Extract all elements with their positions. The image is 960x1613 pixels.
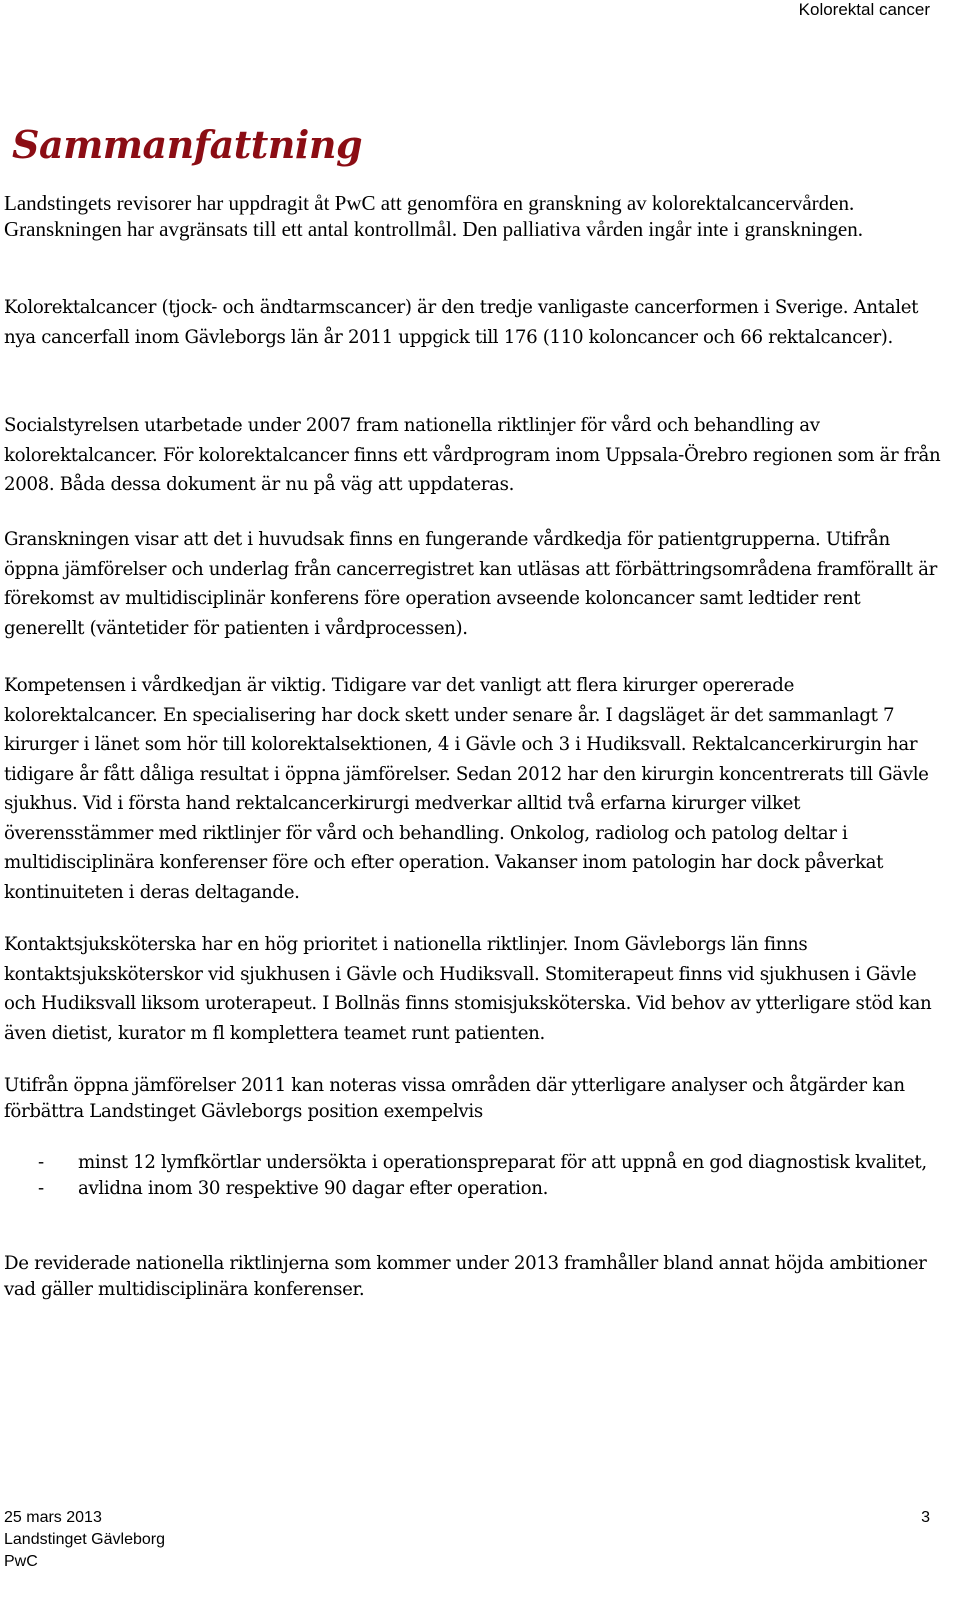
revised-guidelines-paragraph: De reviderade nationella riktlinjerna som kommer under 2013 framhåller bland annat höjda ambitioner vad gäller multidisciplinära konferenser. xyxy=(4,1253,927,1300)
footer-firm: PwC xyxy=(4,1553,38,1570)
running-header: Kolorektal cancer xyxy=(798,0,930,19)
footer-date: 25 mars 2013 xyxy=(4,1509,102,1526)
findings-paragraph: Granskningen visar att det i huvudsak finns en fungerande vårdkedja för patientgrupperna. Utifrån öppna jämförelser och underlag från cancerregistret kan utläsas att förbättringsområdena framförallt är förekomst av multidisciplinär konferens före operation avseende koloncancer samt ledtider rent generellt (väntetider för patienten i vårdprocessen). xyxy=(4,529,938,639)
incidence-paragraph: Kolorektalcancer (tjock- och ändtarmscancer) är den tredje vanligaste cancerformen i Sverige. Antalet nya cancerfall inom Gävleborgs län år 2011 uppgick till 176 (110 koloncancer och 66 rektalcancer). xyxy=(4,297,919,348)
improvement-list xyxy=(4,1150,944,1201)
list-item xyxy=(4,1150,944,1176)
page-number: 3 xyxy=(921,1509,930,1526)
list-item xyxy=(4,1176,944,1202)
contact-nurse-paragraph: Kontaktsjuksköterska har en hög prioritet i nationella riktlinjer. Inom Gävleborgs län finns kontaktsjuksköterskor vid sjukhusen i Gävle och Hudiksvall. Stomiterapeut finns vid sjukhusen i Gävle och Hudiksvall liksom uroterapeut. I Bollnäs finns stomisjuksköterska. Vid behov av ytterligare stöd kan även dietist, kurator m fl komplettera teamet runt patienten. xyxy=(4,934,932,1044)
guidelines-paragraph: Socialstyrelsen utarbetade under 2007 fram nationella riktlinjer för vård och behandling av kolorektalcancer. För kolorektalcancer finns ett vårdprogram inom Uppsala-Örebro regionen som är från 2008. Båda dessa dokument är nu på väg att uppdateras. xyxy=(4,415,941,495)
footer xyxy=(4,1507,165,1573)
competence-paragraph: Kompetensen i vårdkedjan är viktig. Tidigare var det vanligt att flera kirurger opererade kolorektalcancer. En specialisering har dock skett under senare år. I dagsläget är det sammanlagt 7 kirurger i länet som hör till kolorektalsektionen, 4 i Gävle och 3 i Hudiksvall. Rektalcancerkirurgin har tidigare år fått dåliga resultat i öppna jämförelser. Sedan 2012 har den kirurgin koncentrerats till Gävle sjukhus. Vid i första hand rektalcancerkirurgi medverkar alltid två erfarna kirurger vilket överensstämmer med riktlinjer för vård och behandling. Onkolog, radiolog och patolog deltar i multidisciplinära konferenser före och efter operation. Vakanser inom patologin har dock påverkat kontinuiteten i deras deltagande. xyxy=(4,675,929,903)
footer-organization: Landstinget Gävleborg xyxy=(4,1531,165,1548)
bullet-marker: - xyxy=(38,1177,44,1199)
list-item-text: avlidna inom 30 respektive 90 dagar efter operation. xyxy=(78,1177,549,1199)
list-item-text: minst 12 lymfkörtlar undersökta i operationspreparat för att uppnå en god diagnostisk kvalitet, xyxy=(78,1152,927,1173)
comparisons-paragraph: Utifrån öppna jämförelser 2011 kan noteras vissa områden där ytterligare analyser och åtgärder kan förbättra Landstinget Gävleborgs position exempelvis xyxy=(4,1075,905,1122)
intro-paragraph: Landstingets revisorer har uppdragit åt PwC att genomföra en granskning av kolorektalcancervården. Granskningen har avgränsats till ett antal kontrollmål. Den palliativa vården ingår inte i granskningen. xyxy=(4,191,864,241)
page-title: Sammanfattning xyxy=(12,122,363,167)
bullet-marker: - xyxy=(38,1152,44,1173)
